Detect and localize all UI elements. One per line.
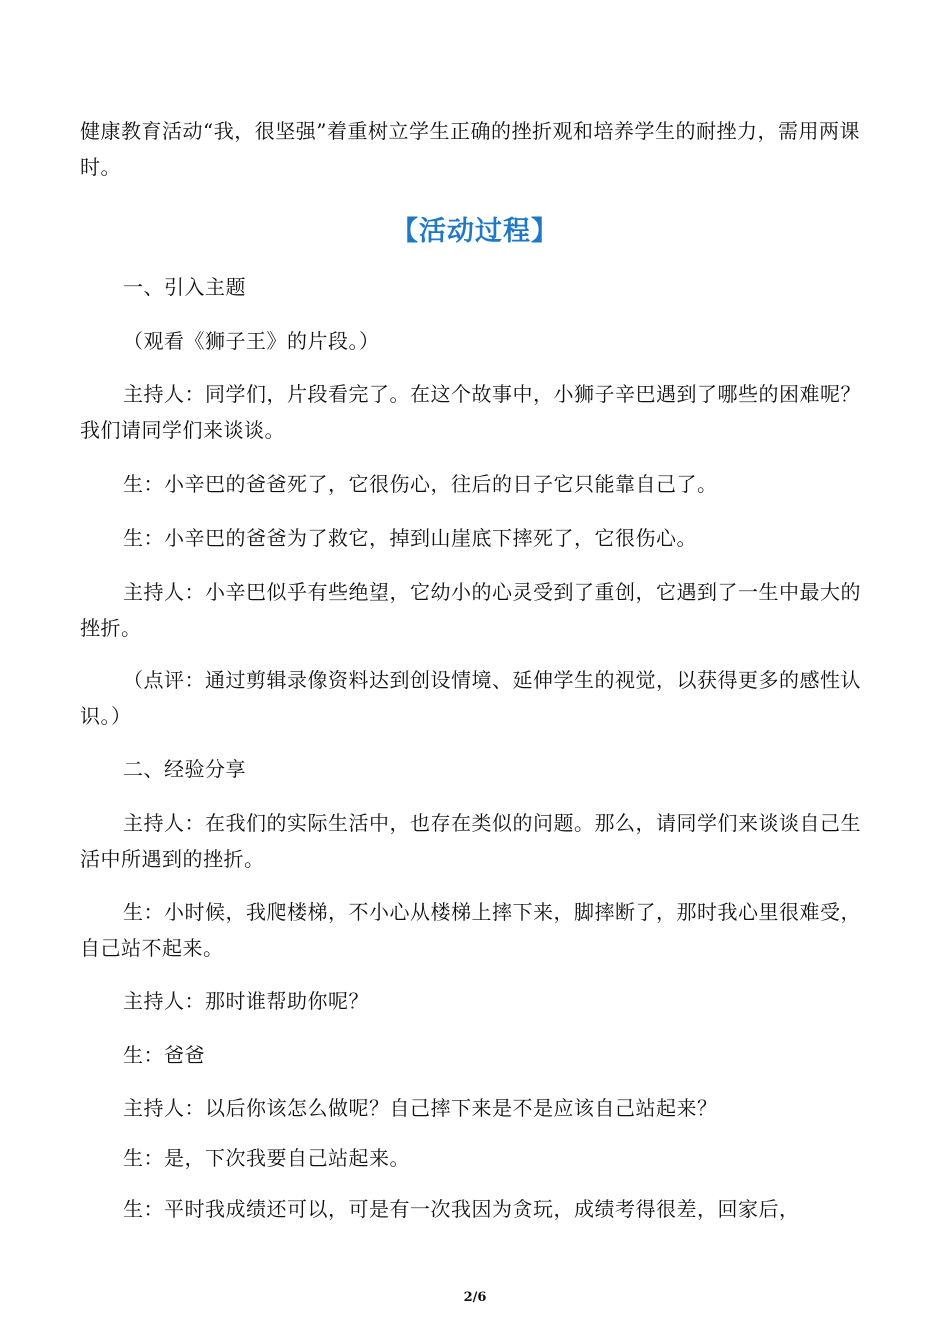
paragraph-student-answer-2: 生：小辛巴的爸爸为了救它，掉到山崖底下摔死了，它很伤心。 [123, 526, 697, 550]
paragraph-video-note: （观看《狮子王》的片段。） [123, 329, 380, 353]
paragraph-student-yes: 生：是，下次我要自己站起来。 [123, 1146, 410, 1170]
paragraph-section-two-title: 二、经验分享 [123, 757, 246, 781]
paragraph-student-dad: 生：爸爸 [123, 1043, 205, 1067]
paragraph-host-what-next: 主持人：以后你该怎么做呢？自己摔下来是不是应该自己站起来？ [123, 1096, 718, 1120]
paragraph-host-share-prompt: 主持人：在我们的实际生活中，也存在类似的问题。那么，请同学们来谈谈自己生活中所遇到的挫折。 [80, 811, 861, 871]
section-heading: 【活动过程】 [391, 216, 559, 247]
paragraph-host-summary: 主持人：小辛巴似乎有些绝望，它幼小的心灵受到了重创，它遇到了一生中最大的挫折。 [80, 580, 861, 640]
paragraph-comment: （点评：通过剪辑录像资料达到创设情境、延伸学生的视觉，以获得更多的感性认识。） [80, 668, 861, 728]
paragraph-student-story: 生：小时候，我爬楼梯，不小心从楼梯上摔下来，脚摔断了，那时我心里很难受，自己站不起来。 [80, 900, 861, 960]
intro-paragraph: 健康教育活动“我，很坚强”着重树立学生正确的挫折观和培养学生的耐挫力，需用两课时。 [80, 119, 860, 179]
paragraph-student-answer-1: 生：小辛巴的爸爸死了，它很伤心，往后的日子它只能靠自己了。 [123, 472, 718, 496]
paragraph-student-grades: 生：平时我成绩还可以，可是有一次我因为贪玩，成绩考得很差，回家后， [123, 1197, 800, 1221]
paragraph-section-one-title: 一、引入主题 [123, 275, 246, 299]
paragraph-host-question: 主持人：同学们，片段看完了。在这个故事中，小狮子辛巴遇到了哪些的困难呢？我们请同学们来谈谈。 [80, 382, 861, 442]
paragraph-host-who-helped: 主持人：那时谁帮助你呢？ [123, 989, 369, 1013]
page-number: 2/6 [463, 1290, 487, 1305]
